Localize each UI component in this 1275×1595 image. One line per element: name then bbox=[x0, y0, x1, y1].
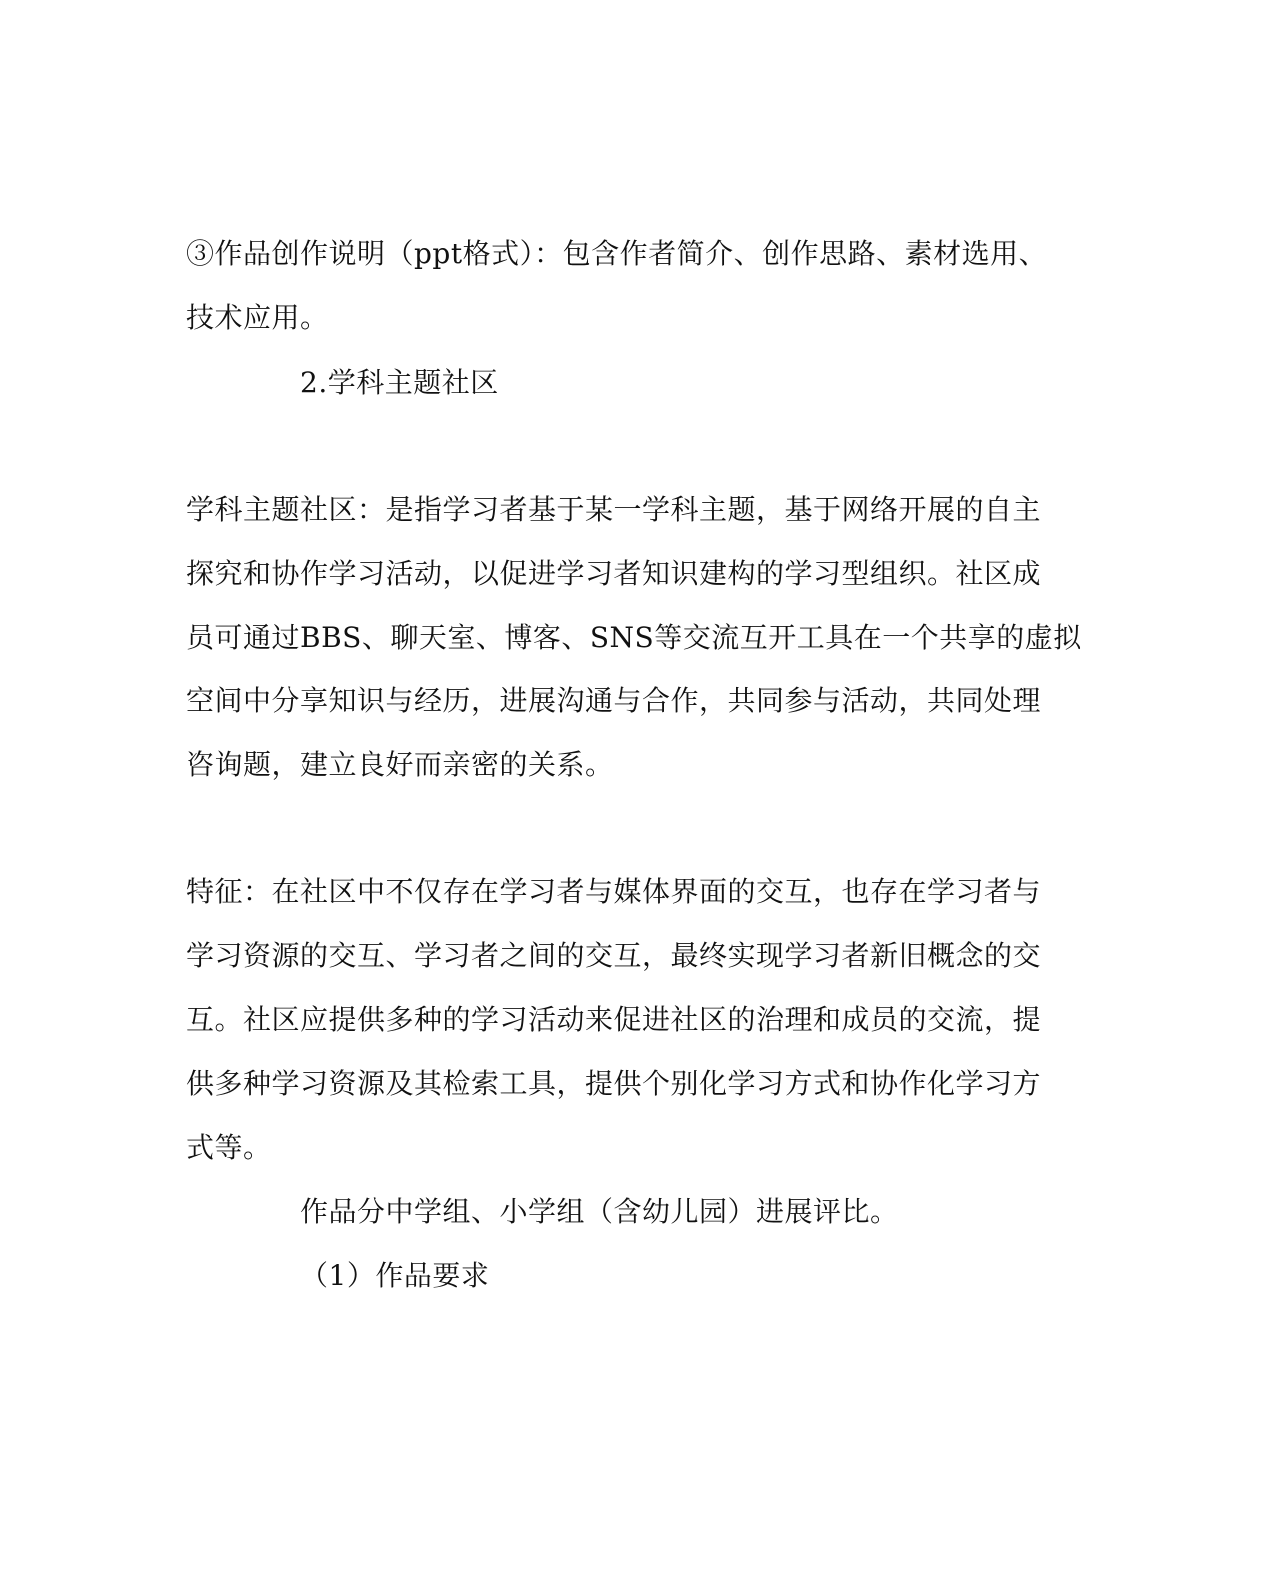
paragraph-line: 供多种学习资源及其检索工具，提供个别化学习方式和协作化学习方 bbox=[186, 1067, 1042, 1100]
paragraph-line: 咨询题，建立良好而亲密的关系。 bbox=[186, 748, 614, 781]
paragraph-line: 技术应用。 bbox=[186, 301, 329, 334]
paragraph-line: 式等。 bbox=[186, 1131, 272, 1164]
subsection-heading: （1）作品要求 bbox=[300, 1259, 490, 1292]
paragraph-line: 特征：在社区中不仅存在学习者与媒体界面的交互，也存在学习者与 bbox=[186, 875, 1042, 908]
paragraph-line: 互。社区应提供多种的学习活动来促进社区的治理和成员的交流，提 bbox=[186, 1003, 1042, 1036]
paragraph-line: 空间中分享知识与经历，进展沟通与合作，共同参与活动，共同处理 bbox=[186, 684, 1042, 717]
paragraph-line: 学习资源的交互、学习者之间的交互，最终实现学习者新旧概念的交 bbox=[186, 939, 1042, 972]
paragraph-line: 作品分中学组、小学组（含幼儿园）进展评比。 bbox=[300, 1195, 899, 1228]
paragraph-line: 学科主题社区：是指学习者基于某一学科主题，基于网络开展的自主 bbox=[186, 493, 1042, 526]
paragraph-line: 探究和协作学习活动，以促进学习者知识建构的学习型组织。社区成 bbox=[186, 557, 1042, 590]
paragraph-line: ③作品创作说明（ppt格式）：包含作者简介、创作思路、素材选用、 bbox=[186, 237, 1048, 270]
paragraph-line: 员可通过BBS、聊天室、博客、SNS等交流互开工具在一个共享的虚拟 bbox=[186, 621, 1082, 654]
section-heading: 2.学科主题社区 bbox=[300, 366, 499, 399]
